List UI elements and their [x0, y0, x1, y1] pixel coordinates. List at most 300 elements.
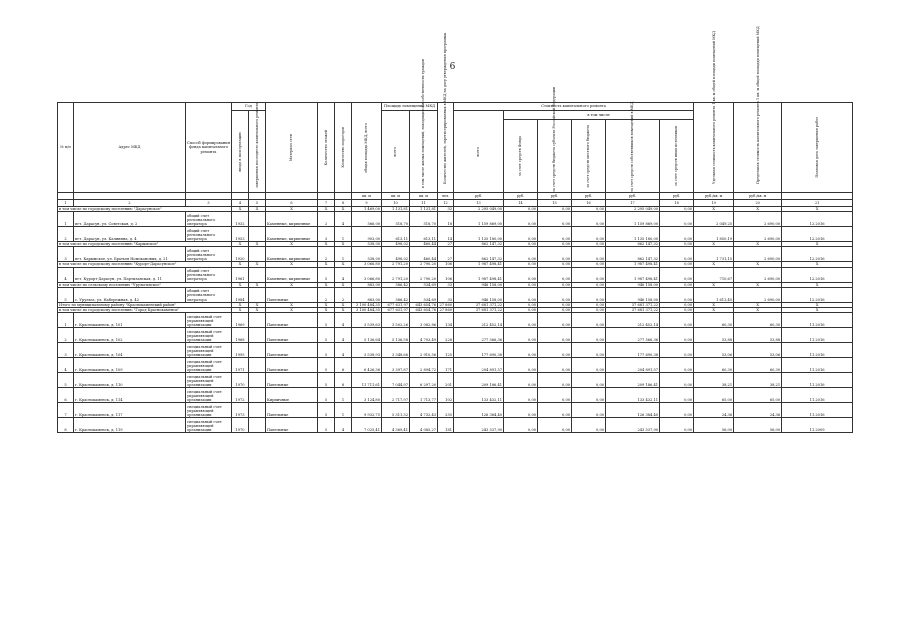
- section-cell: 0,00: [538, 242, 572, 247]
- house-cell: 0,00: [660, 343, 694, 358]
- section-cell: 0,00: [660, 302, 694, 307]
- header-unit-cost: Удельная стоимость капитального ремонта 1 кв. м общей площади помещений МКД: [694, 103, 734, 193]
- house-cell: 204 891,57: [454, 358, 504, 373]
- section-cell: 0,00: [538, 207, 572, 212]
- house-cell: 65,00: [734, 388, 782, 403]
- house-cell: 126 384,40: [606, 403, 660, 418]
- section-cell: 0,00: [538, 308, 572, 313]
- section-cell: 643 654,76: [410, 302, 438, 307]
- house-cell: 2 910,56: [410, 343, 438, 358]
- header-cost-total: всего: [454, 111, 504, 193]
- house-cell: 0,00: [572, 212, 606, 227]
- section-cell: 2 295 049,00: [454, 207, 504, 212]
- house-cell: 3 066,80: [352, 267, 382, 282]
- section-cell: 862 147,32: [606, 242, 660, 247]
- header-cost-region: за счет средств бюджета субъекта Российской Федерации: [538, 120, 572, 193]
- house-cell: 181: [438, 418, 454, 433]
- house-cell: Панельные: [266, 403, 318, 418]
- house-cell: 5: [318, 358, 335, 373]
- house-cell: 5 311,32: [382, 403, 410, 418]
- section-cell: 643 654,76: [410, 308, 438, 313]
- house-cell: [249, 267, 266, 282]
- section-cell: X: [694, 242, 734, 247]
- section-cell: 3 066,80: [352, 262, 382, 267]
- section-cell: 0,00: [572, 282, 606, 287]
- house-cell: 3 124,80: [352, 388, 382, 403]
- section-cell: 0,00: [572, 242, 606, 247]
- house-cell: Панельные: [266, 373, 318, 388]
- header-cost-local: за счет средств местного бюджета: [572, 120, 606, 193]
- house-cell: 5: [318, 388, 335, 403]
- section-cell: 37 681 371,22: [454, 302, 504, 307]
- section-cell: 0,00: [504, 282, 538, 287]
- house-cell: 4: [335, 267, 352, 282]
- unit-cell: руб.: [454, 193, 504, 200]
- section-cell: X: [782, 282, 853, 287]
- section-cell: X: [318, 302, 335, 307]
- header-wall-material: Материал стен: [266, 103, 318, 193]
- header-cost-owners: за счет средств собственников помещений в МКД: [606, 120, 660, 193]
- header-residents: Количество жителей, зарегистрированных в МКД на дату утверждения программы: [438, 103, 454, 193]
- house-cell: 4 703,49: [410, 328, 438, 343]
- section-cell: 0,00: [504, 308, 538, 313]
- section-cell: 0,00: [660, 262, 694, 267]
- section-cell: X: [232, 207, 249, 212]
- house-cell: 0,00: [538, 247, 572, 262]
- unit-cell: руб.: [660, 193, 694, 200]
- house-cell: 1932: [232, 212, 249, 227]
- house-cell: 0,00: [572, 358, 606, 373]
- house-cell: 0,00: [538, 418, 572, 433]
- section-label: в том числе по сельскому поселению "Урульгинское": [58, 282, 232, 287]
- section-cell: X: [335, 308, 352, 313]
- house-cell: 0,00: [538, 227, 572, 242]
- section-cell: 37 681 371,22: [454, 308, 504, 313]
- section-cell: 106: [438, 262, 454, 267]
- house-row: [58, 358, 853, 373]
- section-cell: 1 987 498,41: [606, 262, 660, 267]
- section-label: в том числе по городскому поселению "Дарасунское": [58, 207, 232, 212]
- section-cell: 2 295 049,00: [606, 207, 660, 212]
- house-cell: 2 894,72: [410, 358, 438, 373]
- house-cell: 0,00: [572, 373, 606, 388]
- house-cell: 0,00: [572, 418, 606, 433]
- section-cell: X: [335, 262, 352, 267]
- house-cell: 9 932,75: [352, 403, 382, 418]
- house-cell: [249, 358, 266, 373]
- house-cell: 4: [58, 358, 74, 373]
- house-cell: [249, 212, 266, 227]
- house-cell: 1961: [232, 267, 249, 282]
- section-cell: X: [734, 242, 782, 247]
- house-row: [58, 227, 853, 242]
- house-cell: 11.2016: [782, 388, 853, 403]
- section-cell: 862 147,32: [454, 242, 504, 247]
- house-cell: 3 538,93: [352, 343, 382, 358]
- house-cell: Каменные, кирпичные: [266, 247, 318, 262]
- house-cell: 126 384,40: [454, 403, 504, 418]
- section-cell: X: [318, 308, 335, 313]
- section-cell: 0,00: [660, 207, 694, 212]
- house-cell: 0,00: [504, 313, 538, 328]
- house-cell: [249, 227, 266, 242]
- house-cell: 903,00: [352, 227, 382, 242]
- house-cell: 0,00: [504, 373, 538, 388]
- section-label: в том числе по городскому поселению "Курорт-Дарасунское": [58, 262, 232, 267]
- house-cell: 498,02: [382, 247, 410, 262]
- section-cell: X: [249, 207, 266, 212]
- section-cell: X: [734, 282, 782, 287]
- house-cell: 12.2016: [782, 247, 853, 262]
- house-cell: 2: [318, 212, 335, 227]
- house-cell: 2: [58, 227, 74, 242]
- house-cell: 3 082,86: [410, 313, 438, 328]
- house-cell: 534,69: [410, 287, 438, 302]
- unit-cell: [266, 193, 318, 200]
- section-cell: 0,00: [660, 282, 694, 287]
- house-cell: 0,00: [504, 287, 538, 302]
- column-number-cell: 13: [454, 200, 504, 207]
- page-number: 6: [449, 62, 456, 72]
- house-cell: 11.2016: [782, 358, 853, 373]
- house-cell: 0,00: [538, 373, 572, 388]
- unit-cell: руб.: [572, 193, 606, 200]
- section-cell: 1 469,00: [352, 207, 382, 212]
- section-cell: X: [249, 282, 266, 287]
- house-cell: 102: [438, 388, 454, 403]
- house-cell: 0,00: [538, 328, 572, 343]
- section-cell: X: [318, 242, 335, 247]
- house-cell: 11.2016: [782, 373, 853, 388]
- house-cell: 56,00: [694, 418, 734, 433]
- house-cell: Каменные, кирпичные: [266, 212, 318, 227]
- section-cell: 0,00: [504, 302, 538, 307]
- house-cell: 8: [335, 373, 352, 388]
- house-cell: 0,00: [538, 403, 572, 418]
- house-cell: 5: [318, 267, 335, 282]
- house-cell: 1: [335, 403, 352, 418]
- house-cell: 243 537,90: [454, 418, 504, 433]
- column-number-cell: 2: [74, 200, 186, 207]
- house-cell: 4: [58, 267, 74, 282]
- house-cell: 1970: [232, 418, 249, 433]
- house-cell: [249, 418, 266, 433]
- house-cell: 4 085,27: [410, 418, 438, 433]
- house-cell: 60,30: [694, 358, 734, 373]
- house-cell: 106: [438, 267, 454, 282]
- house-cell: г. Краснокаменск, д. 102: [74, 328, 186, 343]
- house-cell: 53,06: [694, 343, 734, 358]
- house-cell: 0,00: [504, 358, 538, 373]
- section-cell: X: [266, 302, 318, 307]
- section-cell: X: [782, 302, 853, 307]
- house-cell: 53,88: [734, 328, 782, 343]
- house-cell: 1971: [232, 358, 249, 373]
- section-cell: 0,00: [538, 282, 572, 287]
- house-cell: 4 369,41: [382, 418, 410, 433]
- house-cell: 255: [438, 403, 454, 418]
- house-cell: 1: [335, 388, 352, 403]
- house-cell: 243 537,90: [606, 418, 660, 433]
- unit-cell: [74, 193, 186, 200]
- house-cell: 7 025,41: [352, 418, 382, 433]
- house-cell: 11.2016: [782, 403, 853, 418]
- unit-cell: кв. м: [410, 193, 438, 200]
- column-number-cell: 11: [410, 200, 438, 207]
- unit-cell: [318, 193, 335, 200]
- house-cell: 1 731,15: [694, 247, 734, 262]
- house-cell: 3 348,66: [382, 343, 410, 358]
- house-cell: г. Краснокаменск, д. 110: [74, 373, 186, 388]
- section-cell: X: [266, 308, 318, 313]
- house-cell: [249, 247, 266, 262]
- unit-cell: [782, 193, 853, 200]
- house-cell: 177 690,38: [606, 343, 660, 358]
- house-cell: [249, 373, 266, 388]
- house-cell: 11.2016: [782, 328, 853, 343]
- house-cell: 125: [438, 343, 454, 358]
- house-cell: 0,00: [572, 313, 606, 328]
- section-cell: X: [734, 207, 782, 212]
- section-cell: 1 131,81: [410, 207, 438, 212]
- house-cell: г. Краснокаменск, д. 119: [74, 418, 186, 433]
- house-cell: 5: [58, 373, 74, 388]
- house-cell: 201: [438, 373, 454, 388]
- house-cell: 27: [438, 247, 454, 262]
- house-cell: 277 566,36: [454, 328, 504, 343]
- column-number-cell: 14: [504, 200, 538, 207]
- house-cell: 0,00: [504, 247, 538, 262]
- house-cell: 2: [58, 328, 74, 343]
- column-number-cell: 20: [734, 200, 782, 207]
- section-cell: 0,00: [660, 242, 694, 247]
- column-number-cell: 10: [382, 200, 410, 207]
- house-cell: г. Краснокаменск, д. 109: [74, 358, 186, 373]
- house-cell: 6: [58, 388, 74, 403]
- header-number: № п/п: [58, 103, 74, 193]
- section-cell: 3 100 484,35: [352, 308, 382, 313]
- house-cell: 0,00: [572, 328, 606, 343]
- house-cell: 2 690,00: [734, 247, 782, 262]
- section-cell: 677 631,97: [382, 308, 410, 313]
- unit-cell: руб./кв. м: [694, 193, 734, 200]
- house-cell: 212 452,14: [606, 313, 660, 328]
- header-area-group: Площадь помещений МКД: [382, 103, 438, 111]
- house-cell: 177 690,38: [454, 343, 504, 358]
- house-cell: 0,00: [660, 227, 694, 242]
- house-cell: 212 452,14: [454, 313, 504, 328]
- house-cell: 3: [58, 343, 74, 358]
- house-cell: 11.2009: [782, 418, 853, 433]
- house-cell: 3 397,87: [382, 358, 410, 373]
- house-cell: 7: [58, 403, 74, 418]
- house-cell: 277 566,36: [606, 328, 660, 343]
- column-number-cell: 1: [58, 200, 74, 207]
- section-cell: X: [335, 282, 352, 287]
- house-cell: 56,00: [734, 418, 782, 433]
- section-cell: 33: [438, 282, 454, 287]
- section-cell: X: [694, 282, 734, 287]
- house-cell: 613,11: [410, 227, 438, 242]
- house-cell: г. Краснокаменск, д. 117: [74, 403, 186, 418]
- house-cell: специальный счет управляющей организации: [186, 328, 232, 343]
- section-cell: X: [694, 262, 734, 267]
- section-cell: X: [734, 308, 782, 313]
- house-cell: 0,00: [572, 267, 606, 282]
- house-cell: общий счет регионального оператора: [186, 212, 232, 227]
- house-cell: Каменные, кирпичные: [266, 227, 318, 242]
- house-cell: 613,11: [382, 227, 410, 242]
- house-cell: 2 690,00: [734, 267, 782, 282]
- header-planned-date: Плановая дата завершения работ: [782, 103, 853, 193]
- house-cell: 6 297,20: [410, 373, 438, 388]
- house-cell: 862 147,32: [606, 247, 660, 262]
- unit-cell: [249, 193, 266, 200]
- section-cell: 27: [438, 242, 454, 247]
- column-number-cell: 7: [318, 200, 335, 207]
- house-cell: 1995: [232, 343, 249, 358]
- house-cell: 133 432,11: [454, 388, 504, 403]
- house-cell: 3: [58, 247, 74, 262]
- house-cell: 12.2016: [782, 287, 853, 302]
- house-cell: 862 147,32: [454, 247, 504, 262]
- house-cell: 460,44: [410, 247, 438, 262]
- section-cell: X: [335, 207, 352, 212]
- section-cell: X: [782, 207, 853, 212]
- house-cell: общий счет регионального оператора: [186, 227, 232, 242]
- house-cell: 12.2016: [782, 227, 853, 242]
- section-cell: 586,42: [382, 282, 410, 287]
- house-cell: 2 690,00: [734, 287, 782, 302]
- house-cell: 0,00: [660, 267, 694, 282]
- house-cell: 0,00: [660, 247, 694, 262]
- house-cell: 946 158,00: [454, 287, 504, 302]
- house-cell: 1: [58, 313, 74, 328]
- house-cell: 1970: [232, 373, 249, 388]
- house-cell: 1: [335, 247, 352, 262]
- house-cell: 1 159 869,00: [606, 212, 660, 227]
- house-cell: 0,00: [504, 328, 538, 343]
- house-cell: 171: [438, 358, 454, 373]
- section-cell: 27 860: [439, 302, 453, 307]
- house-cell: 4: [335, 328, 352, 343]
- house-cell: 4: [335, 418, 352, 433]
- column-number-cell: 17: [606, 200, 660, 207]
- house-cell: специальный счет управляющей организации: [186, 373, 232, 388]
- section-cell: 37 681 371,22: [606, 308, 660, 313]
- house-cell: пгт. Дарасун, ул. Калинина, д. 4: [74, 227, 186, 242]
- house-cell: общий счет регионального оператора: [186, 287, 232, 302]
- unit-cell: руб.: [504, 193, 538, 200]
- house-cell: 5: [58, 287, 74, 302]
- house-row: [58, 343, 853, 358]
- house-cell: Панельные: [266, 328, 318, 343]
- section-cell: 0,00: [572, 262, 606, 267]
- house-cell: 0,00: [660, 388, 694, 403]
- house-cell: 0,00: [504, 227, 538, 242]
- house-cell: 0,00: [660, 328, 694, 343]
- house-cell: 946 158,00: [606, 287, 660, 302]
- section-cell: X: [782, 242, 853, 247]
- section-cell: X: [694, 308, 734, 313]
- house-cell: 0,00: [660, 358, 694, 373]
- house-cell: 209 186,41: [454, 373, 504, 388]
- house-cell: 1 987 498,41: [454, 267, 504, 282]
- unit-cell: кв. м: [352, 193, 382, 200]
- house-cell: 5: [318, 418, 335, 433]
- house-cell: 710,67: [694, 267, 734, 282]
- section-cell: 3 100 484,35: [352, 302, 382, 307]
- house-cell: 1984: [232, 287, 249, 302]
- house-cell: 3: [318, 227, 335, 242]
- section-cell: X: [318, 262, 335, 267]
- house-cell: 1969: [232, 313, 249, 328]
- section-cell: X: [734, 302, 782, 307]
- house-cell: 60,30: [694, 313, 734, 328]
- house-cell: 6 426,36: [352, 358, 382, 373]
- house-cell: 1 135 180,00: [606, 227, 660, 242]
- unit-cell: [335, 193, 352, 200]
- header-area-total: всего: [382, 111, 410, 193]
- house-cell: Панельные: [266, 313, 318, 328]
- section-cell: X: [266, 207, 318, 212]
- section-cell: X: [694, 302, 734, 307]
- house-cell: 0,00: [572, 247, 606, 262]
- section-cell: X: [318, 282, 335, 287]
- house-cell: специальный счет управляющей организации: [186, 418, 232, 433]
- house-cell: 0,00: [504, 267, 538, 282]
- section-cell: X: [335, 302, 352, 307]
- house-cell: 0,00: [572, 388, 606, 403]
- house-cell: 0,00: [504, 343, 538, 358]
- house-cell: [249, 287, 266, 302]
- unit-cell: чел.: [438, 193, 454, 200]
- column-number-cell: 19: [694, 200, 734, 207]
- house-cell: 5: [318, 343, 335, 358]
- header-year-commission: ввода в эксплуатацию: [232, 111, 249, 193]
- header-address: Адрес МКД: [74, 103, 186, 193]
- house-cell: 1968: [232, 328, 249, 343]
- section-cell: 677 631,97: [382, 302, 410, 307]
- house-cell: 14: [438, 227, 454, 242]
- house-cell: [249, 388, 266, 403]
- house-cell: 566,00: [352, 212, 382, 227]
- house-cell: 134: [438, 313, 454, 328]
- house-row: [58, 313, 853, 328]
- house-cell: 0,00: [538, 358, 572, 373]
- house-cell: 5: [318, 328, 335, 343]
- house-cell: 586,42: [382, 287, 410, 302]
- house-cell: [249, 403, 266, 418]
- house-cell: 2 791,20: [382, 267, 410, 282]
- column-number-cell: 18: [660, 200, 694, 207]
- house-cell: 2: [318, 287, 335, 302]
- header-year-group: Год: [232, 103, 266, 111]
- house-cell: специальный счет управляющей организации: [186, 313, 232, 328]
- house-cell: г. Краснокаменск, д. 114: [74, 388, 186, 403]
- units-row: [58, 193, 853, 200]
- house-cell: с. Урульга, ул. Набережная, д. 42: [74, 287, 186, 302]
- house-cell: 0,00: [572, 287, 606, 302]
- house-cell: Панельные: [266, 418, 318, 433]
- house-cell: 228: [438, 328, 454, 343]
- house-cell: г. Краснокаменск, д. 101: [74, 313, 186, 328]
- house-cell: 1 713,77: [410, 388, 438, 403]
- house-cell: 0,00: [504, 418, 538, 433]
- house-cell: 0,00: [660, 313, 694, 328]
- header-floors: Количество этажей: [318, 103, 335, 193]
- house-cell: 11.2016: [782, 343, 853, 358]
